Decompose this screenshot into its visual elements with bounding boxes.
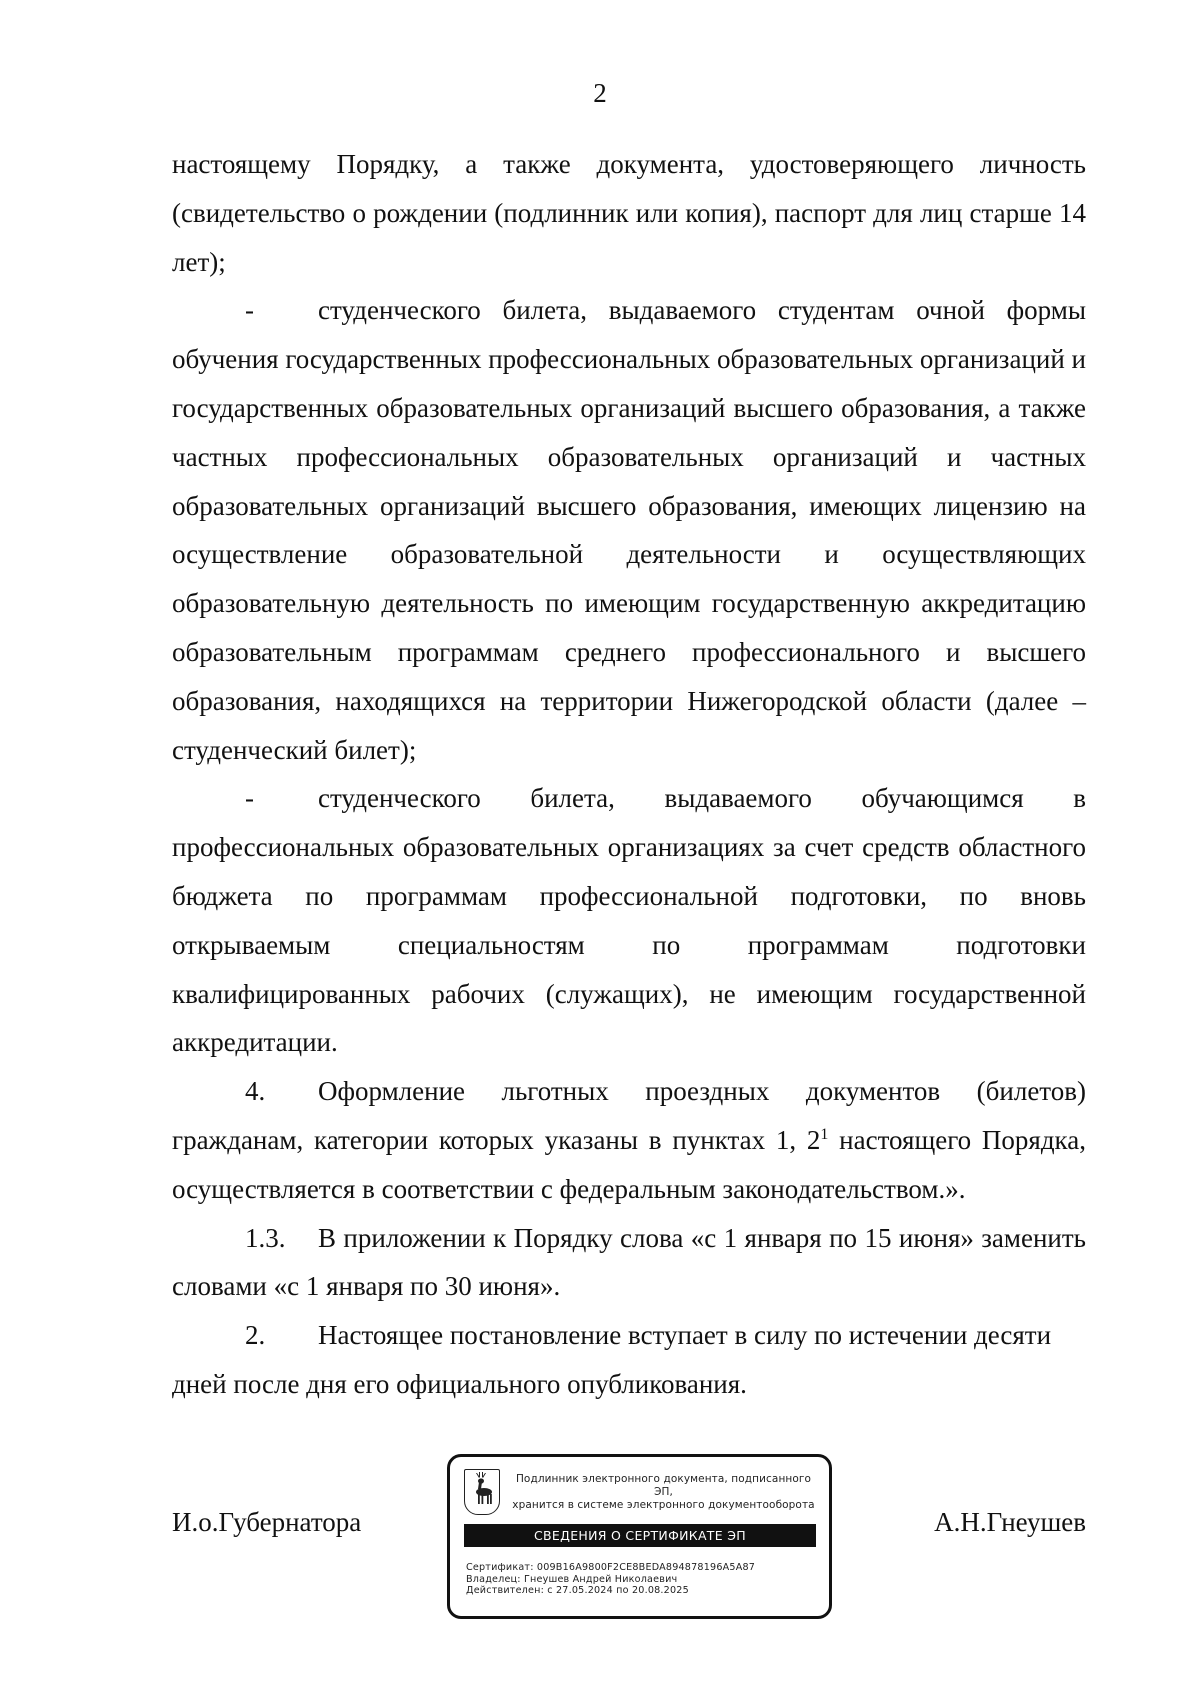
list-item-student-ticket bbox=[172, 286, 1086, 774]
paragraph-2 bbox=[172, 1311, 1086, 1409]
paragraph-number: 1.3. bbox=[245, 1222, 286, 1253]
list-dash: - bbox=[245, 295, 254, 326]
certificate-info-bar: СВЕДЕНИЯ О СЕРТИФИКАТЕ ЭП bbox=[464, 1524, 816, 1547]
paragraph-text: Настоящее постановление вступает в силу по истечении десяти дней после дня его официального опубликования. bbox=[172, 1320, 1052, 1399]
stamp-header-line: хранится в системе электронного документооборота bbox=[512, 1499, 815, 1511]
deer-coat-of-arms-icon bbox=[464, 1469, 500, 1515]
certificate-number: Сертификат: 009B16A9800F2CE8BEDA894878196A5A87 bbox=[466, 1562, 756, 1573]
certificate-owner: Владелец: Гнеушев Андрей Николаевич bbox=[466, 1573, 678, 1585]
paragraph-text: Оформление льготных проездных документов (билетов) гражданам, категории которых указаны в пунктах 1, 2 bbox=[172, 1076, 1086, 1155]
list-dash: - bbox=[245, 783, 254, 814]
page-number: 2 bbox=[593, 78, 607, 108]
paragraph-continued: настоящему Порядку, а также документа, удостоверяющего личность (свидетельство о рождении (подлинник или копия), паспорт для лиц старше 14 лет); bbox=[172, 149, 1086, 277]
signatory-position: И.о.Губернатора bbox=[172, 1507, 362, 1537]
paragraph-4 bbox=[172, 1067, 1086, 1213]
paragraph-text: В приложении к Порядку слова «с 1 января по 15 июня» заменить словами «с 1 января по 30 июня». bbox=[172, 1222, 1086, 1302]
paragraph-text-continued: настоящего Порядка, осуществляется в соответствии с федеральным законодательством.». bbox=[172, 1124, 1086, 1204]
superscript: 1 bbox=[820, 1125, 829, 1143]
stamp-header bbox=[506, 1473, 821, 1512]
document-body bbox=[172, 140, 1086, 1409]
paragraph-number: 4. bbox=[245, 1076, 266, 1107]
stamp-header-line: Подлинник электронного документа, подписанного ЭП, bbox=[515, 1473, 812, 1498]
certificate-validity: Действителен: с 27.05.2024 по 20.08.2025 bbox=[466, 1585, 689, 1596]
signatory-name: А.Н.Гнеушев bbox=[934, 1507, 1086, 1537]
paragraph-number: 2. bbox=[245, 1320, 266, 1351]
list-item-text: студенческого билета, выдаваемого студентам очной формы обучения государственных профессиональных образовательных организаций и государственных образовательных организаций высшего образования, а также частных профессиональных образовательных организаций и частных образовательных организаций высшего образования, имеющих лицензию на осуществление образовательной деятельности и осуществляющих образовательную деятельность по имеющим государственную аккредитацию образовательным программам среднего профессионального и высшего образования, находящихся на территории Нижегородской области (далее – студенческий билет); bbox=[172, 295, 1086, 765]
list-item-vocational-ticket bbox=[172, 774, 1086, 1067]
paragraph-1-3 bbox=[172, 1214, 1086, 1312]
electronic-signature-stamp bbox=[447, 1454, 832, 1619]
certificate-details bbox=[466, 1562, 755, 1597]
list-item-text: студенческого билета, выдаваемого обучающимся в профессиональных образовательных организациях за счет средств областного бюджета по программам профессиональной подготовки, по вновь открываемым специальностям по программам подготовки квалифицированных рабочих (служащих), не имеющим государственной аккредитации. bbox=[172, 783, 1086, 1058]
